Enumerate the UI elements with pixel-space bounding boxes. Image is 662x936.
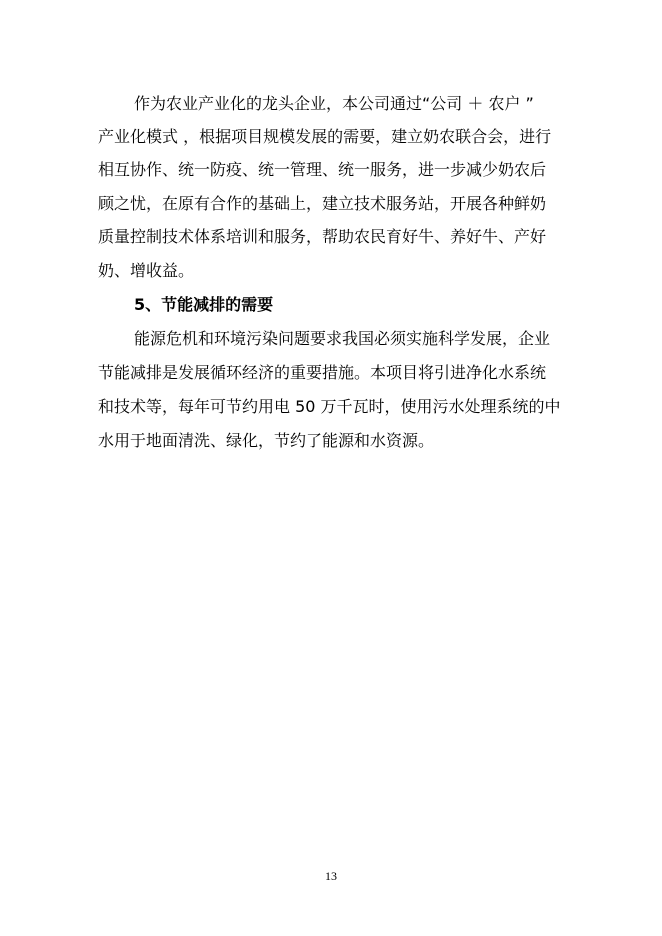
paragraph-2-line-4: 水用于地面清洗、绿化，节约了能源和水资源。 bbox=[98, 431, 435, 450]
paragraph-1-line-2: 产业化模式 ，根据项目规模发展的需要，建立奶农联合会，进行 bbox=[98, 127, 552, 146]
paragraph-2-line-1: 能源危机和环境污染问题要求我国必须实施科学发展，企业 bbox=[134, 329, 551, 348]
paragraph-1-line-4: 顾之忧，在原有合作的基础上，建立技术服务站，开展各种鲜奶 bbox=[98, 194, 547, 213]
paragraph-1-line-6: 奶、增收益。 bbox=[98, 261, 195, 280]
page-number: 13 bbox=[325, 869, 337, 883]
paragraph-1-line-3: 相互协作、统一防疫、统一管理、统一服务，进一步减少奶农后 bbox=[98, 160, 547, 179]
paragraph-2-line-2: 节能减排是发展循环经济的重要措施。本项目将引进净化水系统 bbox=[98, 363, 547, 382]
paragraph-2-line-3: 和技术等，每年可节约用电 50 万千瓦时，使用污水处理系统的中 bbox=[98, 397, 561, 416]
paragraph-1-line-5: 质量控制技术体系培训和服务，帮助农民育好牛、养好牛、产好 bbox=[98, 227, 547, 246]
section-heading: 5、节能减排的需要 bbox=[134, 295, 274, 314]
paragraph-1-line-1: 作为农业产业化的龙头企业，本公司通过“公司 ＋ 农户 ” bbox=[134, 94, 534, 113]
